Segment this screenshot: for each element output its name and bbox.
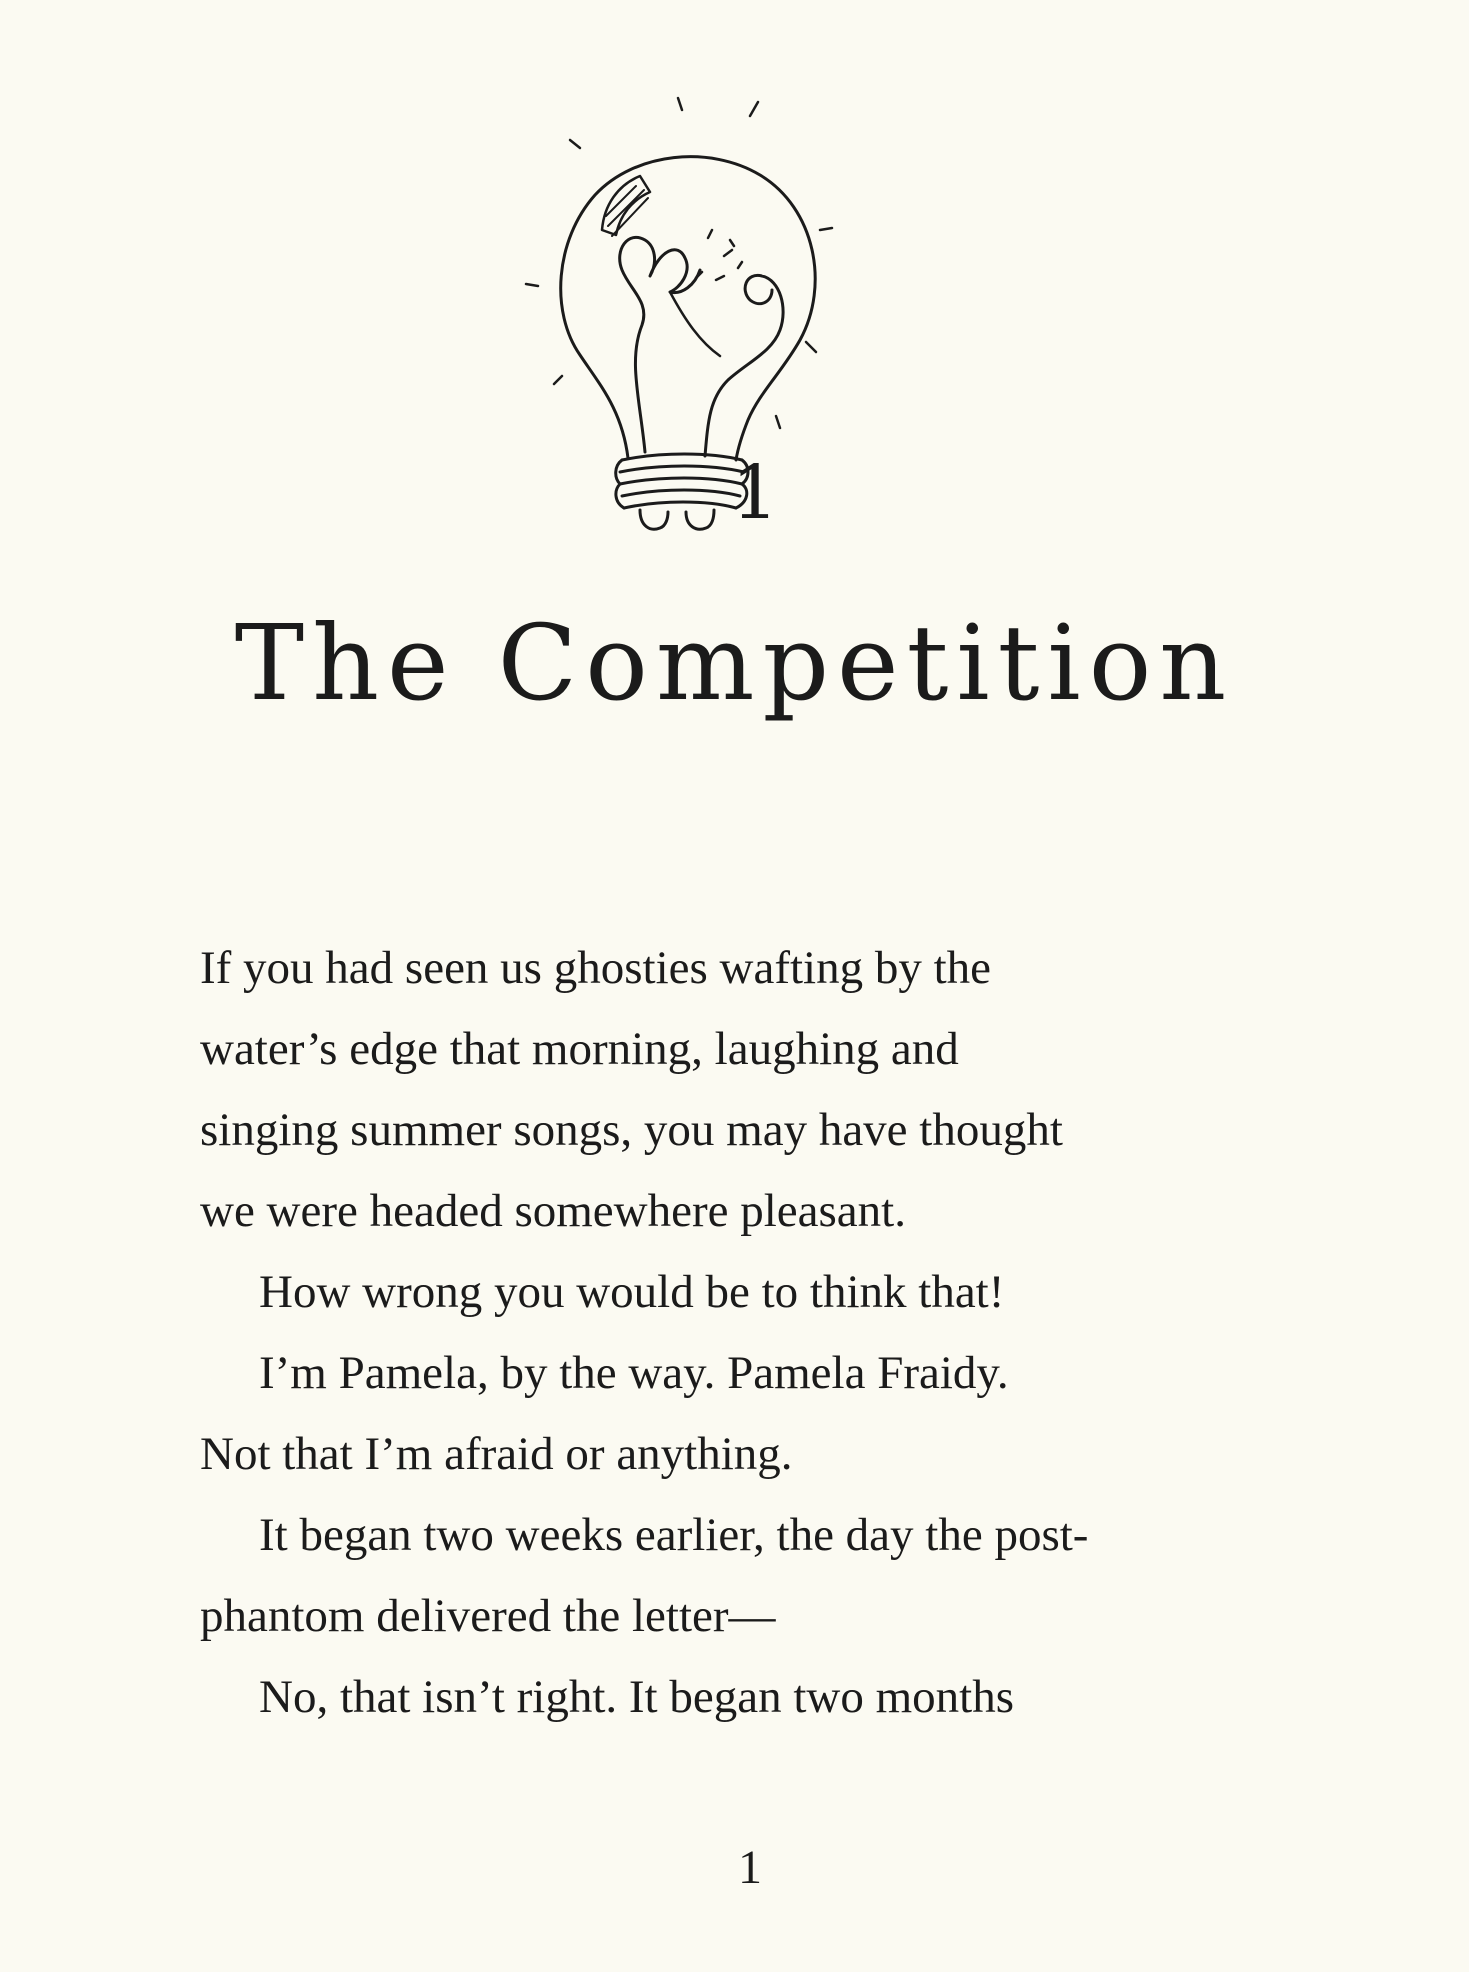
text-line: phantom delivered the letter—	[200, 1590, 776, 1642]
text-line: How wrong you would be to think that!	[259, 1266, 1005, 1318]
text-line: If you had seen us ghosties wafting by the	[200, 942, 992, 994]
text-line: we were headed somewhere pleasant.	[200, 1185, 906, 1237]
text-line: No, that isn’t right. It began two months	[259, 1671, 1014, 1723]
page-number: 1	[738, 1841, 762, 1894]
chapter-title: The Competition	[234, 602, 1235, 724]
text-line: I’m Pamela, by the way. Pamela Fraidy.	[259, 1347, 1009, 1399]
chapter-number: 1	[731, 450, 779, 536]
body-text	[200, 928, 1300, 1738]
text-line: singing summer songs, you may have thought	[200, 1104, 1063, 1156]
text-line: Not that I’m afraid or anything.	[200, 1428, 793, 1480]
text-line: water’s edge that morning, laughing and	[200, 1023, 959, 1075]
text-line: It began two weeks earlier, the day the post-	[259, 1509, 1089, 1561]
